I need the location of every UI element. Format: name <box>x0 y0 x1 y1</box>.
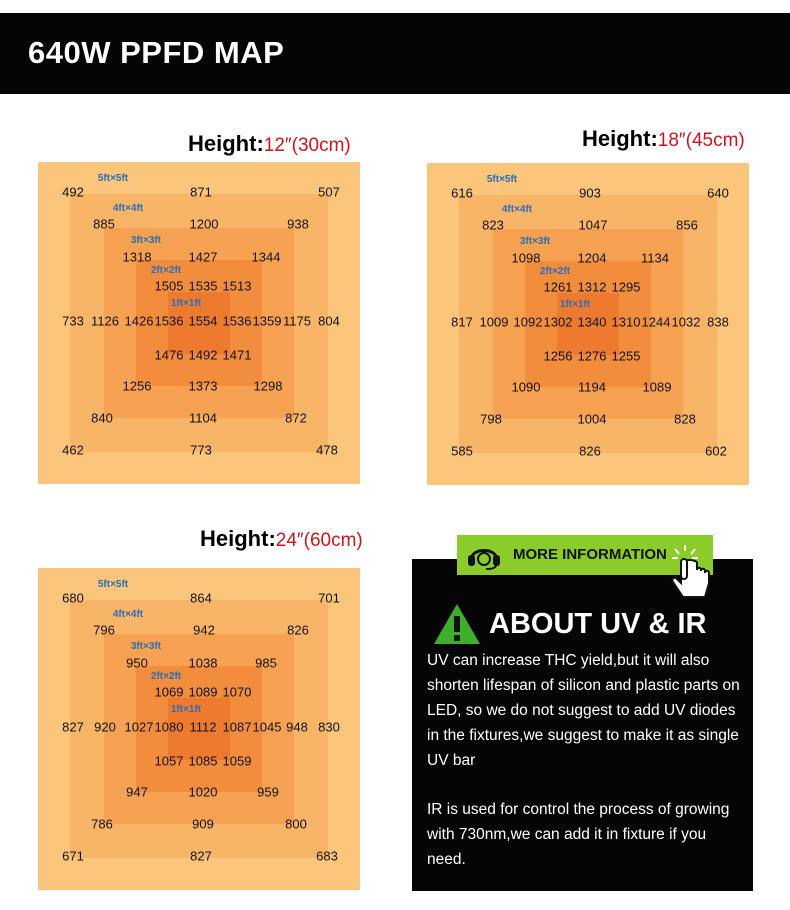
ppfd-value: 1427 <box>188 249 218 265</box>
ppfd-value: 1009 <box>479 314 509 330</box>
ppfd-value: 838 <box>707 314 729 330</box>
ppfd-value: 1295 <box>611 279 641 295</box>
ppfd-value: 1340 <box>577 314 607 330</box>
page-header <box>0 13 790 94</box>
ppfd-value: 828 <box>674 411 696 427</box>
ppfd-value: 1513 <box>222 278 252 294</box>
ppfd-value: 826 <box>287 622 309 638</box>
ppfd-value: 796 <box>93 622 115 638</box>
map-2-height-prefix: Height: <box>582 126 658 151</box>
ppfd-value: 1426 <box>124 313 154 329</box>
zone-1ft-label: 1ft×1ft <box>559 299 591 310</box>
ppfd-value: 585 <box>451 443 473 459</box>
ppfd-value: 1038 <box>188 655 218 671</box>
ppfd-value: 864 <box>190 590 212 606</box>
map-3-height-value: 24″(60cm) <box>275 530 363 551</box>
ppfd-value: 959 <box>257 784 279 800</box>
ppfd-value: 823 <box>482 217 504 233</box>
more-information-label: MORE INFORMATION <box>513 546 667 563</box>
zone-2ft-label: 2ft×2ft <box>150 671 182 682</box>
zone-2ft-label: 2ft×2ft <box>539 266 571 277</box>
map-2-height-value: 18″(45cm) <box>657 130 745 151</box>
ppfd-value: 1373 <box>188 378 218 394</box>
ppfd-map-12in <box>38 162 360 484</box>
ppfd-value: 1004 <box>577 411 607 427</box>
ppfd-value: 1302 <box>543 314 573 330</box>
ppfd-value: 1090 <box>511 379 541 395</box>
ppfd-value: 1089 <box>188 684 218 700</box>
ppfd-value: 616 <box>451 185 473 201</box>
ppfd-map-18in <box>427 163 749 485</box>
ppfd-value: 1047 <box>578 217 608 233</box>
ppfd-value: 1256 <box>122 378 152 394</box>
ppfd-value: 1276 <box>577 348 607 364</box>
ppfd-value: 1471 <box>222 347 252 363</box>
zone-4ft-label: 4ft×4ft <box>112 203 144 214</box>
ppfd-value: 1535 <box>188 278 218 294</box>
ppfd-value: 950 <box>126 655 148 671</box>
ppfd-value: 1092 <box>513 314 543 330</box>
ppfd-value: 1027 <box>124 719 154 735</box>
ppfd-value: 938 <box>287 216 309 232</box>
hand-pointer-icon <box>669 543 715 603</box>
ppfd-value: 909 <box>192 816 214 832</box>
map-3-height-prefix: Height: <box>200 526 276 551</box>
ppfd-value: 830 <box>318 719 340 735</box>
ir-description: IR is used for control the process of growing with 730nm,we can add it in fixture if you need. <box>427 801 730 868</box>
ppfd-value: 817 <box>451 314 473 330</box>
ppfd-value: 798 <box>480 411 502 427</box>
zone-5ft-label: 5ft×5ft <box>97 579 129 590</box>
ppfd-value: 1255 <box>611 348 641 364</box>
ppfd-value: 1492 <box>188 347 218 363</box>
warning-icon <box>432 602 482 646</box>
ppfd-value: 640 <box>707 185 729 201</box>
ppfd-value: 602 <box>705 443 727 459</box>
ppfd-value: 478 <box>316 442 338 458</box>
ppfd-value: 1045 <box>252 719 282 735</box>
ppfd-value: 1104 <box>189 410 217 426</box>
ppfd-value: 680 <box>62 590 84 606</box>
zone-1ft-label: 1ft×1ft <box>170 298 202 309</box>
ppfd-value: 1112 <box>189 719 217 735</box>
ppfd-value: 1318 <box>122 249 152 265</box>
ppfd-value: 1020 <box>188 784 218 800</box>
about-title: ABOUT UV & IR <box>489 608 707 640</box>
ppfd-value: 1032 <box>671 314 701 330</box>
page-title: 640W PPFD MAP <box>28 35 285 70</box>
zone-5ft-label: 5ft×5ft <box>97 173 129 184</box>
map-1-height-prefix: Height: <box>188 131 264 156</box>
ppfd-value: 1126 <box>91 313 119 329</box>
ppfd-value: 1134 <box>641 250 669 266</box>
zone-2ft-label: 2ft×2ft <box>150 265 182 276</box>
ppfd-value: 1536 <box>222 313 252 329</box>
ppfd-value: 1059 <box>222 753 252 769</box>
ppfd-value: 462 <box>62 442 84 458</box>
map-3-height-label <box>200 526 363 552</box>
ppfd-value: 871 <box>190 184 212 200</box>
zone-3ft-label: 3ft×3ft <box>130 641 162 652</box>
ppfd-value: 786 <box>91 816 113 832</box>
zone-4ft-label: 4ft×4ft <box>112 609 144 620</box>
ppfd-value: 1261 <box>543 279 573 295</box>
ppfd-value: 1244 <box>641 314 671 330</box>
ppfd-value: 1312 <box>577 279 607 295</box>
zone-3ft-label: 3ft×3ft <box>519 236 551 247</box>
ppfd-value: 733 <box>62 313 84 329</box>
ppfd-value: 1536 <box>154 313 184 329</box>
ppfd-value: 492 <box>62 184 84 200</box>
ppfd-value: 1080 <box>154 719 184 735</box>
ppfd-value: 1554 <box>188 313 218 329</box>
ppfd-value: 1087 <box>222 719 252 735</box>
map-1-height-value: 12″(30cm) <box>263 135 351 156</box>
zone-1ft-label: 1ft×1ft <box>170 704 202 715</box>
ppfd-value: 856 <box>676 217 698 233</box>
ppfd-value: 1476 <box>154 347 184 363</box>
ppfd-value: 671 <box>62 848 84 864</box>
ppfd-value: 804 <box>318 313 340 329</box>
ppfd-value: 827 <box>190 848 212 864</box>
zone-4ft-label: 4ft×4ft <box>501 204 533 215</box>
ppfd-value: 773 <box>190 442 212 458</box>
ppfd-value: 1194 <box>578 379 606 395</box>
ppfd-value: 1344 <box>251 249 281 265</box>
ppfd-value: 942 <box>193 622 215 638</box>
ppfd-value: 1057 <box>154 753 184 769</box>
ppfd-value: 1204 <box>577 250 607 266</box>
ppfd-value: 1310 <box>611 314 641 330</box>
ppfd-value: 1069 <box>154 684 184 700</box>
ppfd-value: 920 <box>94 719 116 735</box>
ppfd-value: 1098 <box>511 250 541 266</box>
ppfd-value: 885 <box>93 216 115 232</box>
uv-description: UV can increase THC yield,but it will also shorten lifespan of silicon and plastic parts on LED, so we do not suggest to add UV diodes in the fixtures,we suggest to make it as single UV bar <box>427 652 740 769</box>
ppfd-value: 1200 <box>189 216 219 232</box>
zone-5ft-label: 5ft×5ft <box>486 174 518 185</box>
ppfd-value: 507 <box>318 184 340 200</box>
ppfd-value: 826 <box>579 443 601 459</box>
ppfd-value: 903 <box>579 185 601 201</box>
ppfd-value: 683 <box>316 848 338 864</box>
map-2-height-label <box>582 126 745 152</box>
ppfd-value: 947 <box>126 784 148 800</box>
ppfd-value: 1505 <box>154 278 184 294</box>
ppfd-value: 985 <box>255 655 277 671</box>
ppfd-value: 1175 <box>283 313 311 329</box>
ppfd-value: 827 <box>62 719 84 735</box>
ppfd-value: 1256 <box>543 348 573 364</box>
zone-3ft-label: 3ft×3ft <box>130 235 162 246</box>
ppfd-value: 1070 <box>222 684 252 700</box>
ppfd-value: 701 <box>318 590 340 606</box>
ppfd-value: 840 <box>91 410 113 426</box>
ppfd-value: 872 <box>285 410 307 426</box>
headset-icon <box>465 540 503 570</box>
ppfd-value: 948 <box>286 719 308 735</box>
ppfd-value: 1298 <box>253 378 283 394</box>
ppfd-value: 800 <box>285 816 307 832</box>
ppfd-map-24in <box>38 568 360 890</box>
ppfd-value: 1085 <box>188 753 218 769</box>
ppfd-value: 1089 <box>642 379 672 395</box>
map-1-height-label <box>188 131 351 157</box>
ppfd-value: 1359 <box>252 313 282 329</box>
